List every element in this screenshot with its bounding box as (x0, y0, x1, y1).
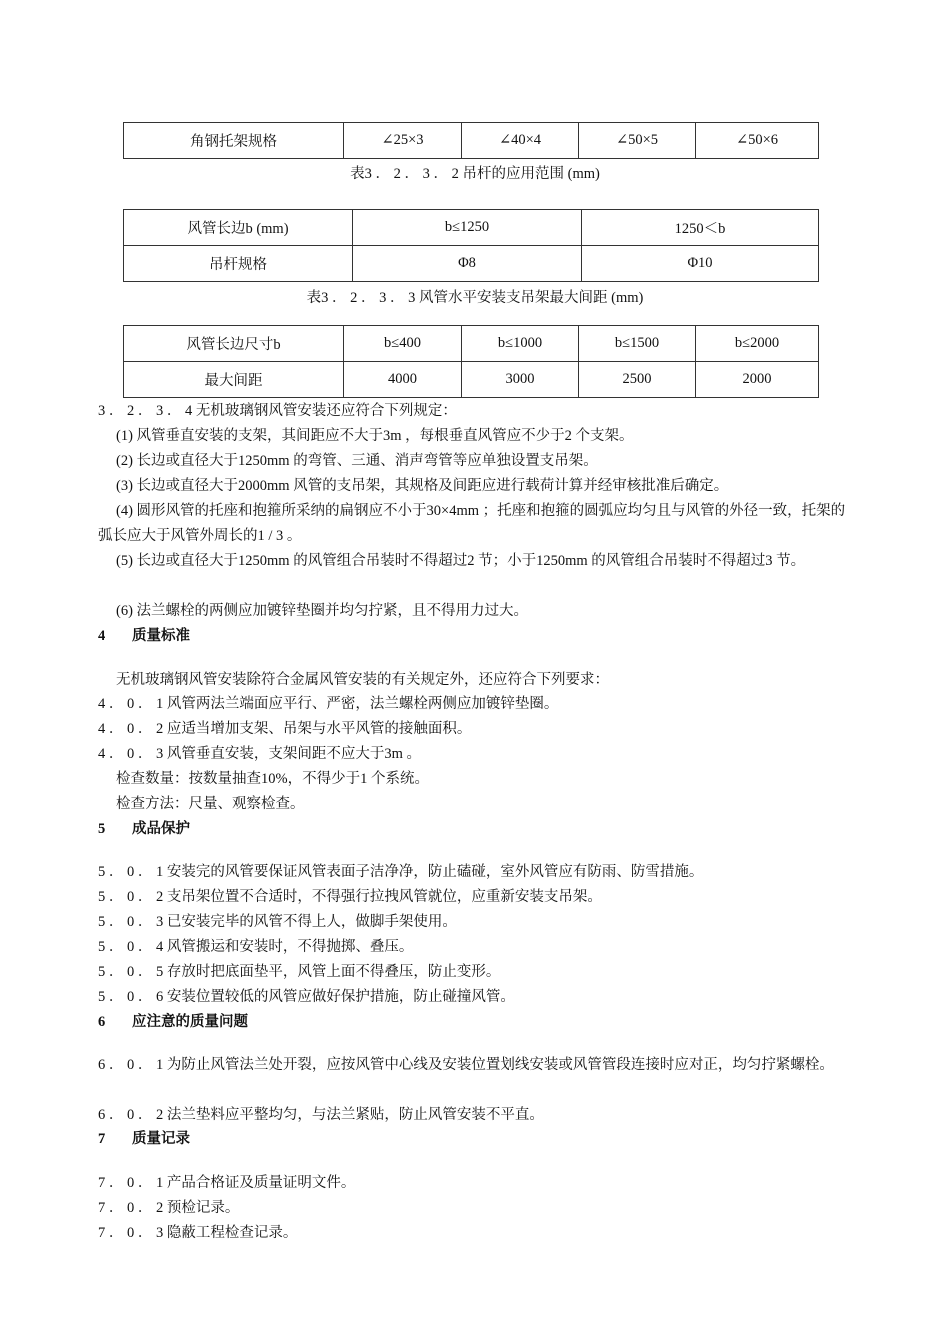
table-cell: 吊杆规格 (124, 246, 353, 282)
table-row (124, 246, 819, 282)
table-cell: 2000 (696, 362, 819, 398)
list-item: 5 ． 0 ． 3 已安装完毕的风管不得上人，做脚手架使用。 (98, 914, 457, 930)
list-item: 7 ． 0 ． 1 产品合格证及质量证明文件。 (98, 1175, 356, 1191)
list-item: (4) 圆形风管的托座和抱箍所采纳的扁钢应不小于30×4mm ；托座和抱箍的圆弧应均匀且与风管的外径一致，托架的弧长应大于风管外周长的1 / 3 。 (98, 503, 846, 544)
table-cell: 角钢托架规格 (124, 123, 344, 159)
section-number: 7 (98, 1131, 106, 1147)
table-cell: ∠25×3 (344, 123, 462, 159)
section-number: 6 (98, 1014, 106, 1030)
list-item: 4 ． 0 ． 1 风管两法兰端面应平行、严密，法兰螺栓两侧应加镀锌垫圈。 (98, 696, 559, 712)
table-cell: b≤1500 (579, 326, 696, 362)
list-item: 5 ． 0 ． 5 存放时把底面垫平，风管上面不得叠压，防止变形。 (98, 964, 501, 980)
section-title: 质量标准 (132, 628, 190, 644)
table-cell: 最大间距 (124, 362, 344, 398)
list-item: (1) 风管垂直安装的支架，其间距应不大于3m ，每根垂直风管应不少于2 个支架。 (116, 428, 634, 444)
list-item: 5 ． 0 ． 6 安装位置较低的风管应做好保护措施，防止碰撞风管。 (98, 989, 515, 1005)
table-cell: b≤1000 (462, 326, 579, 362)
support-spacing-table (123, 325, 819, 398)
table-cell: 1250＜b (582, 210, 819, 246)
table-row (124, 210, 819, 246)
table-row (124, 123, 819, 159)
paragraph: 检查数量：按数量抽查10%，不得少于1 个系统。 (116, 771, 429, 787)
list-item: (2) 长边或直径大于1250mm 的弯管、三通、消声弯管等应单独设置支吊架。 (116, 453, 598, 469)
section-title: 质量记录 (132, 1131, 190, 1147)
list-item: 7 ． 0 ． 2 预检记录。 (98, 1200, 240, 1216)
list-item: 6 ． 0 ． 1 为防止风管法兰处开裂，应按风管中心线及安装位置划线安装或风管管段连接时应对正，均匀拧紧螺栓。 (98, 1057, 834, 1073)
table-cell: b≤1250 (353, 210, 582, 246)
list-item: 4 ． 0 ． 2 应适当增加支架、吊架与水平风管的接触面积。 (98, 721, 472, 737)
section-heading (98, 1010, 854, 1035)
table-cell: 3000 (462, 362, 579, 398)
list-item: 7 ． 0 ． 3 隐蔽工程检查记录。 (98, 1225, 298, 1241)
paragraph: 检查方法：尺量、观察检查。 (116, 796, 305, 812)
list-item: 5 ． 0 ． 1 安装完的风管要保证风管表面子洁净净，防止磕碰，室外风管应有防雨、防雪措施。 (98, 864, 704, 880)
table-cell: Φ10 (582, 246, 819, 282)
section-number: 5 (98, 821, 106, 837)
section-title: 应注意的质量问题 (132, 1014, 248, 1030)
section-title: 成品保护 (132, 821, 190, 837)
clause-heading: 3 ． 2 ． 3 ． 4 无机玻璃钢风管安装还应符合下列规定： (98, 403, 457, 419)
table-caption: 表3 ． 2 ． 3 ． 2 吊杆的应用范围 (mm) (350, 166, 600, 182)
table-cell: b≤400 (344, 326, 462, 362)
table-cell: ∠50×6 (696, 123, 819, 159)
list-item: (5) 长边或直径大于1250mm 的风管组合吊装时不得超过2 节；小于1250mm 的风管组合吊装时不得超过3 节。 (116, 553, 806, 569)
table-row (124, 326, 819, 362)
table-cell: b≤2000 (696, 326, 819, 362)
list-item: (6) 法兰螺栓的两侧应加镀锌垫圈并均匀拧紧，且不得用力过大。 (116, 603, 529, 619)
list-item: 5 ． 0 ． 4 风管搬运和安装时，不得抛掷、叠压。 (98, 939, 414, 955)
angle-steel-table (123, 122, 819, 159)
section-heading (98, 817, 854, 842)
table-cell: 风管长边b (mm) (124, 210, 353, 246)
table-row (124, 362, 819, 398)
paragraph: 无机玻璃钢风管安装除符合金属风管安装的有关规定外，还应符合下列要求： (116, 672, 609, 688)
list-item: 6 ． 0 ． 2 法兰垫料应平整均匀，与法兰紧贴，防止风管安装不平直。 (98, 1107, 544, 1123)
table-cell: 4000 (344, 362, 462, 398)
hanger-rod-table (123, 209, 819, 282)
table-cell: ∠40×4 (462, 123, 579, 159)
table-cell: ∠50×5 (579, 123, 696, 159)
table-cell: 风管长边尺寸b (124, 326, 344, 362)
list-item: (3) 长边或直径大于2000mm 风管的支吊架，其规格及间距应进行载荷计算并经审核批准后确定。 (116, 478, 729, 494)
table-caption: 表3 ． 2 ． 3 ． 3 风管水平安装支吊架最大间距 (mm) (306, 290, 644, 306)
list-item: 4 ． 0 ． 3 风管垂直安装，支架间距不应大于3m 。 (98, 746, 422, 762)
section-heading (98, 624, 854, 649)
table-cell: Φ8 (353, 246, 582, 282)
section-number: 4 (98, 628, 106, 644)
table-cell: 2500 (579, 362, 696, 398)
list-item: 5 ． 0 ． 2 支吊架位置不合适时，不得强行拉拽风管就位，应重新安装支吊架。 (98, 889, 602, 905)
section-heading (98, 1127, 854, 1152)
